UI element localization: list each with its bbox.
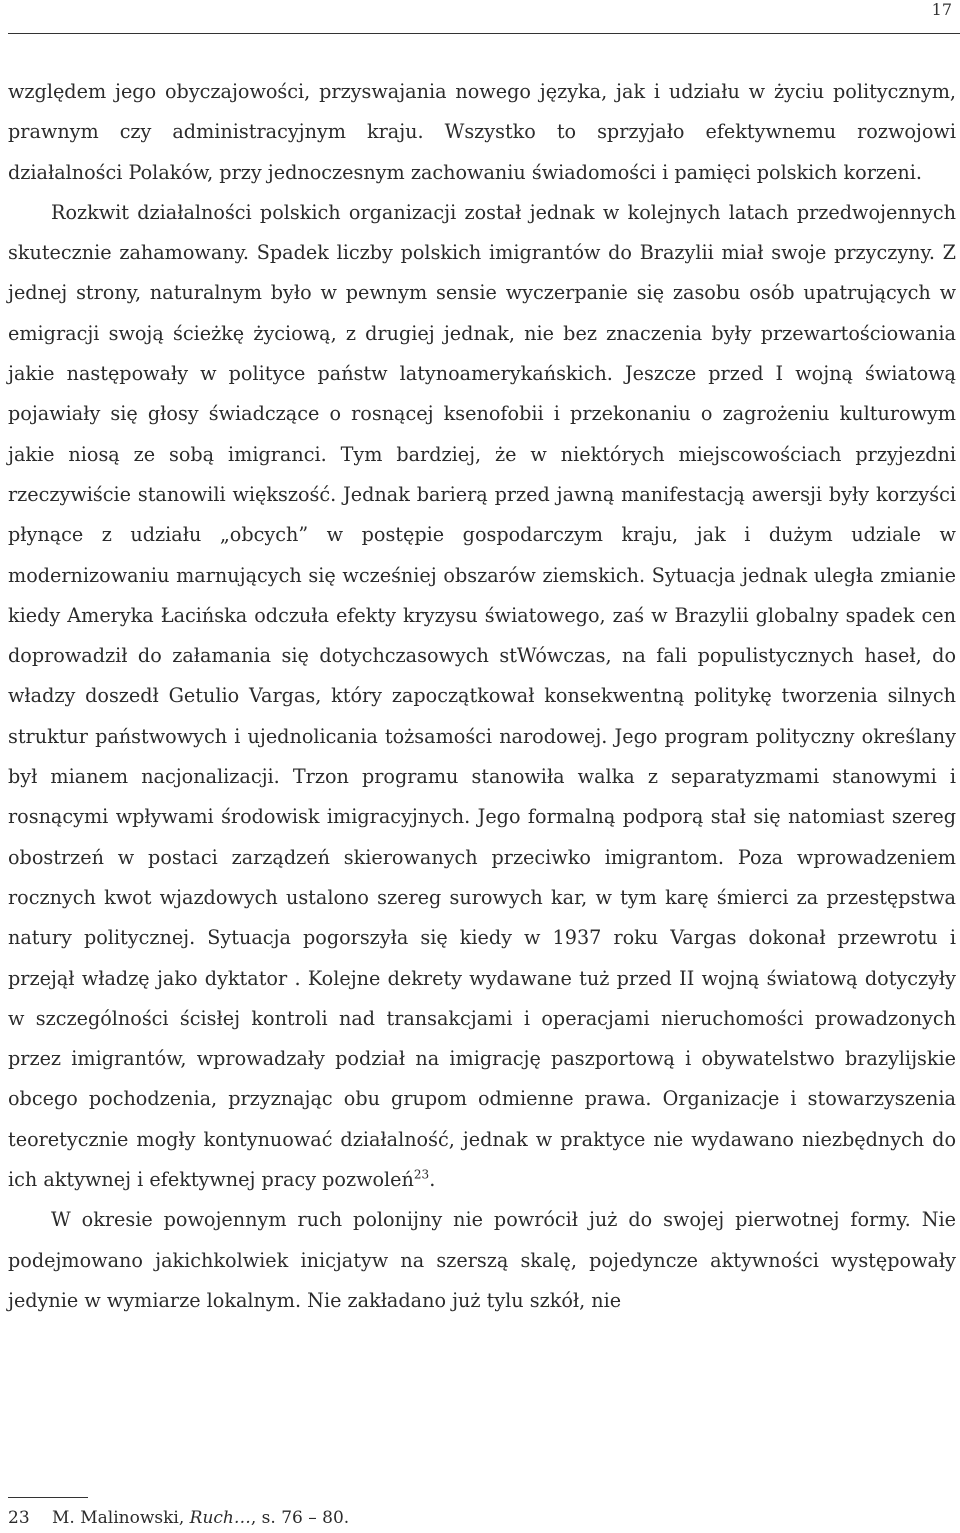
header-rule xyxy=(8,33,960,34)
paragraph-2-text: Rozkwit działalności polskich organizacji został jednak w kolejnych latach przedwojennych skutecznie zahamowany. Spadek liczby polskich imigrantów do Brazylii miał swoje przyczyny. Z jednej strony, naturalnym było w pewnym sensie wyczerpanie się zasobu osób upatrujących w emigracji swoją ścieżkę życiową, z drugiej jednak, nie bez znaczenia były przewartościowania jakie następowały w polityce państw latynoamerykańskich. Jeszcze przed I wojną światową pojawiały się głosy świadczące o rosnącej ksenofobii i przekonaniu o zagrożeniu kulturowym jakie niosą ze sobą imigranci. Tym bardziej, że w niektórych miejscowościach przyjezdni rzeczywiście stanowili większość. Jednak barierą przed jawną manifestacją awersji były korzyści płynące z udziału „obcych” w postępie gospodarczym kraju, jak i dużym udziale w modernizowaniu marnujących się wcześniej obszarów ziemskich. Sytuacja jednak uległa zmianie kiedy Ameryka Łacińska odczuła efekty kryzysu światowego, zaś w Brazylii globalny spadek cen doprowadził do załamania się dotychczasowych stWówczas, na fali populistycznych haseł, do władzy doszedł Getulio Vargas, który zapoczątkował konsekwentną politykę tworzenia silnych struktur państwowych i ujednolicania tożsamości narodowej. Jego program polityczny określany był mianem nacjonalizacji. Trzon programu stanowiła walka z separatyzmami stanowymi i rosnącymi wpływami środowisk imigracyjnych. Jego formalną podporą stał się natomiast szereg obostrzeń w postaci zarządzeń skierowanych przeciwko imigrantom. Poza wprowadzeniem rocznych kwot wjazdowych ustalono szereg surowych kar, w tym karę śmierci za przestępstwa natury politycznej. Sytuacja pogorszyła się kiedy w 1937 roku Vargas dokonał przewrotu i przejął władzę jako dyktator . Kolejne dekrety wydawane tuż przed II wojną światową dotyczyły w szczególności ścisłej kontroli nad transakcjami i operacjami nieruchomości prowadzonych przez imigrantów, wprowadzały podział na imigrację paszportową i obywatelstwo brazylijskie obcego pochodzenia, przyznając obu grupom odmienne prawa. Organizacje i stowarzyszenia teoretycznie mogły kontynuować działalność, jednak w praktyce nie wydawano niezbędnych do ich aktywnej i efektywnej pracy pozwoleń xyxy=(8,200,956,1192)
footnote-author: M. Malinowski, xyxy=(52,1508,185,1528)
page-number: 17 xyxy=(931,0,952,19)
footnote-pages: , s. 76 – 80. xyxy=(250,1508,350,1528)
footnote-reference[interactable]: 23 xyxy=(413,1167,430,1182)
paragraph-2-end: . xyxy=(429,1168,436,1192)
footnote-rule xyxy=(8,1497,88,1498)
footnote-number: 23 xyxy=(8,1508,30,1528)
paragraph-1: względem jego obyczajowości, przyswajania nowego języka, jak i udziału w życiu politycznym, prawnym czy administracyjnym kraju. Wszystko to sprzyjało efektywnemu rozwojowi działalności Polaków, przy jednoczesnym zachowaniu świadomości i pamięci polskich korzeni. xyxy=(8,80,956,184)
body-text xyxy=(8,72,956,1321)
paragraph-3: W okresie powojennym ruch polonijny nie powrócił już do swojej pierwotnej formy. Nie podejmowano jakichkolwiek inicjatyw na szerszą skalę, pojedyncze aktywności występowały jedynie w wymiarze lokalnym. Nie zakładano już tylu szkół, nie xyxy=(8,1208,956,1312)
footnote-title: Ruch… xyxy=(189,1508,251,1528)
paragraph-2 xyxy=(8,193,956,1200)
footnote xyxy=(8,1508,349,1528)
